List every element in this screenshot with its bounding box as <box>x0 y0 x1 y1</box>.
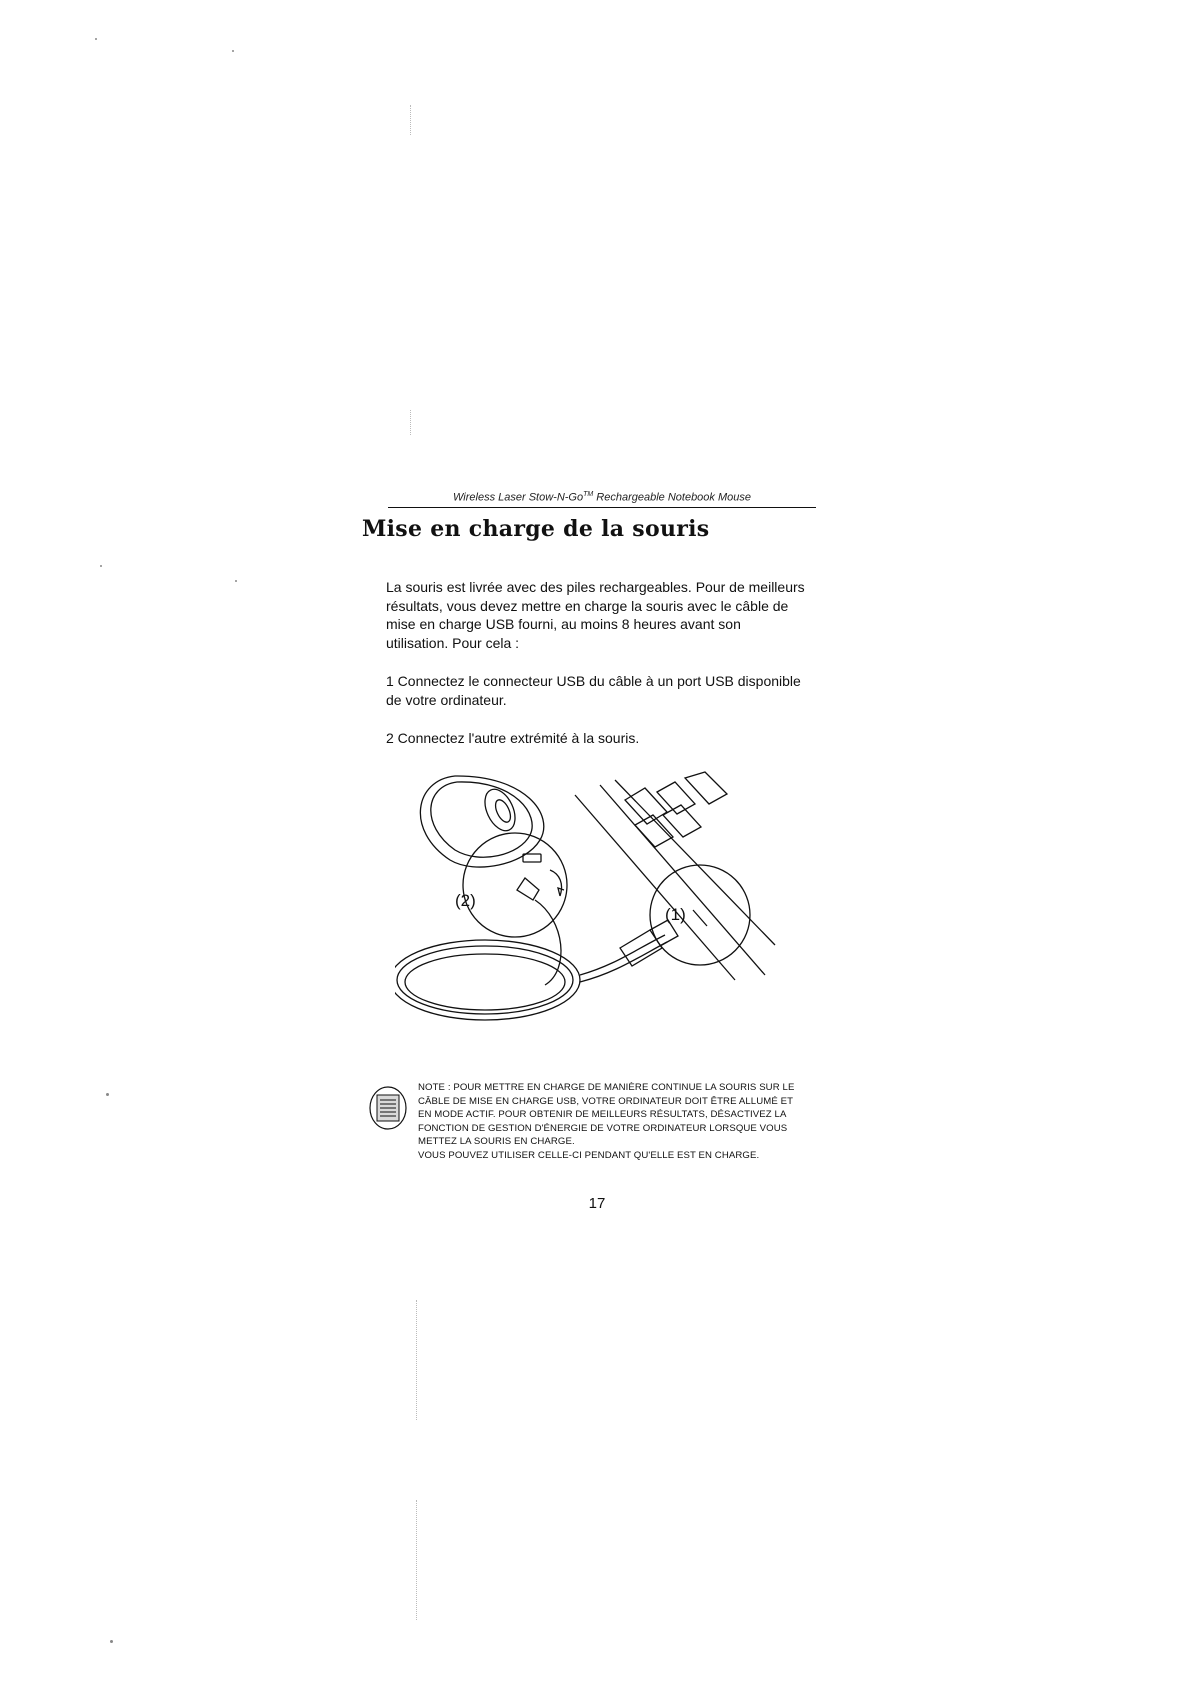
scan-mark <box>410 105 411 135</box>
scan-mark <box>410 410 411 435</box>
callout-2: (2) <box>455 891 476 910</box>
note-icon <box>366 1082 410 1134</box>
section-title: Mise en charge de la souris <box>362 516 710 542</box>
step-2: 2 Connectez l'autre extrémité à la souris. <box>386 730 640 746</box>
laptop-drawing <box>575 772 775 980</box>
header-trademark: TM <box>583 491 594 498</box>
scan-speck <box>95 38 97 40</box>
intro-paragraph: La souris est livrée avec des piles rechargeables. Pour de meilleurs résultats, vous devez mettre en charge la souris avec le câble de mise en charge USB fourni, au moins 8 heures avant son utilisation. Pour cela : <box>386 579 805 651</box>
mini-usb-plug <box>517 878 539 900</box>
cable-coil <box>395 900 667 1020</box>
insert-arrow <box>550 870 562 896</box>
scan-mark <box>416 1500 417 1620</box>
scan-speck <box>232 50 234 52</box>
scan-speck <box>235 580 237 582</box>
mouse-drawing <box>420 776 543 867</box>
note-block <box>418 1081 808 1163</box>
scan-speck <box>100 565 102 567</box>
running-header <box>388 487 816 506</box>
charging-illustration <box>395 770 795 1030</box>
scan-mark <box>416 1300 417 1420</box>
scan-speck <box>110 1640 113 1643</box>
zoom-circle-mouse <box>463 833 567 937</box>
header-product-suffix: Rechargeable Notebook Mouse <box>596 491 751 504</box>
scan-speck <box>106 1093 109 1096</box>
step-1: 1 Connectez le connecteur USB du câble à un port USB disponible de votre ordinateur. <box>386 673 801 708</box>
page-number: 17 <box>588 1195 606 1212</box>
header-product-line: Wireless Laser Stow-N-Go <box>453 491 584 504</box>
note-paragraph: NOTE : POUR METTRE EN CHARGE DE MANIÈRE CONTINUE LA SOURIS SUR LE CÂBLE DE MISE EN CHARGE USB, VOTRE ORDINATEUR DOIT ÊTRE ALLUMÉ ET EN MODE ACTIF. POUR OBTENIR DE MEILLEURS RÉSULTATS, DÉSACTIVEZ LA FONCTION DE GESTION D'ÉNERGIE DE VOTRE ORDINATEUR LORSQUE VOUS METTEZ LA SOURIS EN CHARGE. <box>418 1082 795 1148</box>
callout-1: (1) <box>665 905 686 924</box>
header-rule <box>388 507 816 508</box>
usb-port <box>693 910 707 926</box>
note-paragraph-2: VOUS POUVEZ UTILISER CELLE-CI PENDANT QU'ELLE EST EN CHARGE. <box>418 1149 760 1161</box>
